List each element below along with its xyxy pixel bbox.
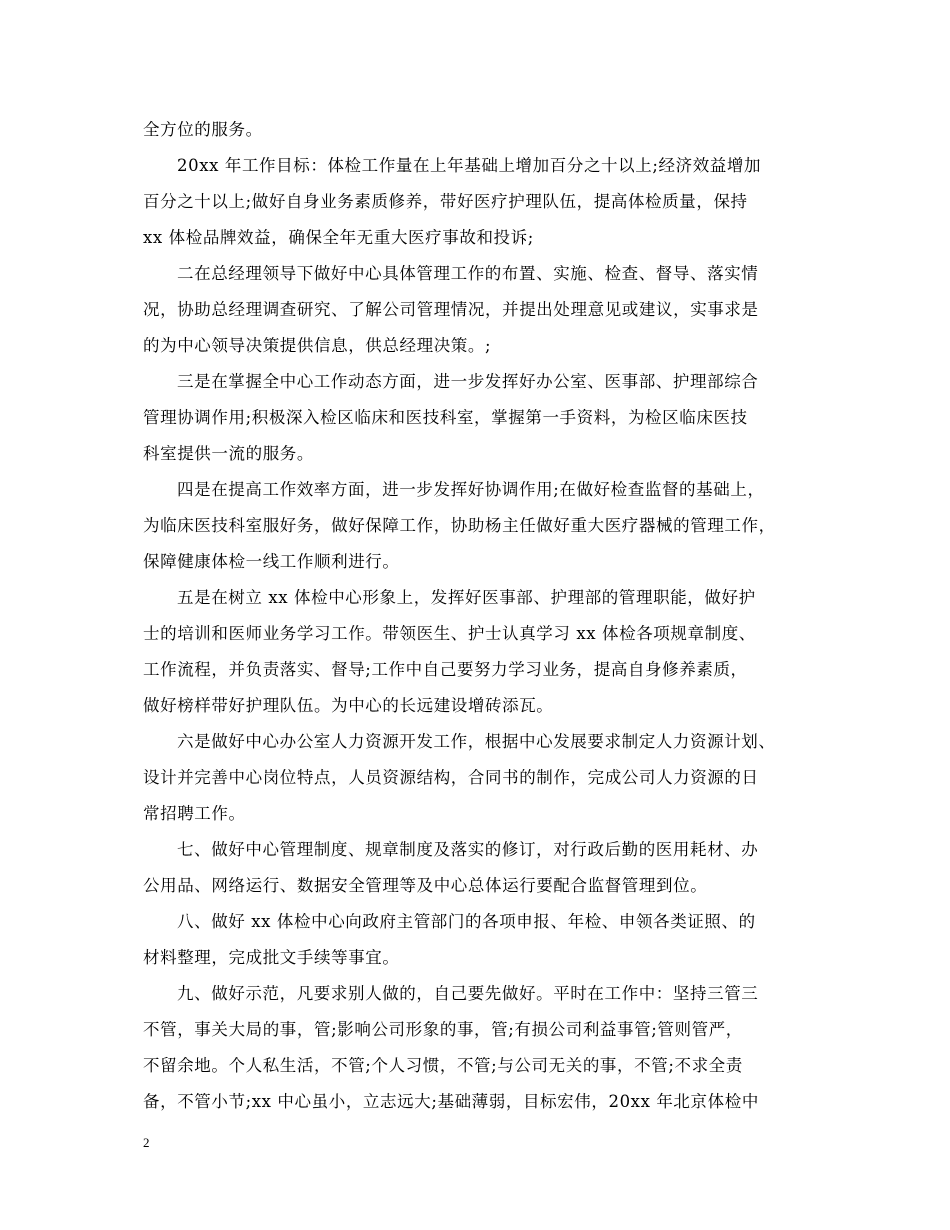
text-line: 做好榜样带好护理队伍。为中心的长远建设增砖添瓦。 bbox=[143, 696, 554, 715]
text-line: 为临床医技科室服好务，做好保障工作，协助杨主任做好重大医疗器械的管理工作， bbox=[143, 516, 776, 535]
text-line: 备，不管小节;xx 中心虽小，立志远大;基础薄弱，目标宏伟，20xx 年北京体检中 bbox=[143, 1092, 759, 1111]
text-line: 二在总经理领导下做好中心具体管理工作的布置、实施、检查、督导、落实情 bbox=[177, 264, 759, 283]
text-line: 科室提供一流的服务。 bbox=[143, 444, 314, 463]
text-line: 工作流程，并负责落实、督导;工作中自己要努力学习业务，提高自身修养素质， bbox=[143, 660, 748, 679]
text-line: 百分之十以上;做好自身业务素质修养，带好医疗护理队伍，提高体检质量，保持 bbox=[143, 192, 748, 211]
text-line: 公用品、网络运行、数据安全管理等及中心总体运行要配合监督管理到位。 bbox=[143, 876, 708, 895]
page-number: 2 bbox=[143, 1135, 150, 1150]
text-line: 管理协调作用;积极深入检区临床和医技科室，掌握第一手资料，为检区临床医技 bbox=[143, 408, 748, 427]
text-line: 三是在掌握全中心工作动态方面，进一步发挥好办公室、医事部、护理部综合 bbox=[177, 372, 759, 391]
text-line: 20xx 年工作目标：体检工作量在上年基础上增加百分之十以上;经济效益增加 bbox=[177, 156, 762, 175]
text-line: 四是在提高工作效率方面，进一步发挥好协调作用;在做好检查监督的基础上， bbox=[177, 480, 765, 499]
text-line: 五是在树立 xx 体检中心形象上，发挥好医事部、护理部的管理职能，做好护 bbox=[177, 588, 756, 607]
text-line: 材料整理，完成批文手续等事宜。 bbox=[143, 948, 400, 967]
text-line: 士的培训和医师业务学习工作。带领医生、护士认真学习 xx 体检各项规章制度、 bbox=[143, 624, 756, 643]
text-line: xx 体检品牌效益，确保全年无重大医疗事故和投诉; bbox=[143, 228, 534, 247]
text-line: 设计并完善中心岗位特点，人员资源结构，合同书的制作，完成公司人力资源的日 bbox=[143, 768, 759, 787]
body-text bbox=[143, 112, 815, 1120]
text-line: 况，协助总经理调查研究、了解公司管理情况，并提出处理意见或建议，实事求是 bbox=[143, 300, 759, 319]
text-line: 六是做好中心办公室人力资源开发工作，根据中心发展要求制定人力资源计划、 bbox=[177, 732, 776, 751]
text-line: 的为中心领导决策提供信息，供总经理决策。; bbox=[143, 336, 492, 355]
text-line: 八、做好 xx 体检中心向政府主管部门的各项申报、年检、申领各类证照、的 bbox=[177, 912, 756, 931]
text-line: 不管，事关大局的事，管;影响公司形象的事，管;有损公司利益事管;管则管严， bbox=[143, 1020, 743, 1039]
text-line: 七、做好中心管理制度、规章制度及落实的修订，对行政后勤的医用耗材、办 bbox=[177, 840, 759, 859]
text-line: 保障健康体检一线工作顺利进行。 bbox=[143, 552, 400, 571]
text-line: 九、做好示范，凡要求别人做的，自己要先做好。平时在工作中：坚持三管三 bbox=[177, 984, 759, 1003]
text-line: 常招聘工作。 bbox=[143, 804, 246, 823]
text-line: 不留余地。个人私生活，不管;个人习惯，不管;与公司无关的事，不管;不求全责 bbox=[143, 1056, 743, 1075]
text-line: 全方位的服务。 bbox=[143, 120, 263, 139]
